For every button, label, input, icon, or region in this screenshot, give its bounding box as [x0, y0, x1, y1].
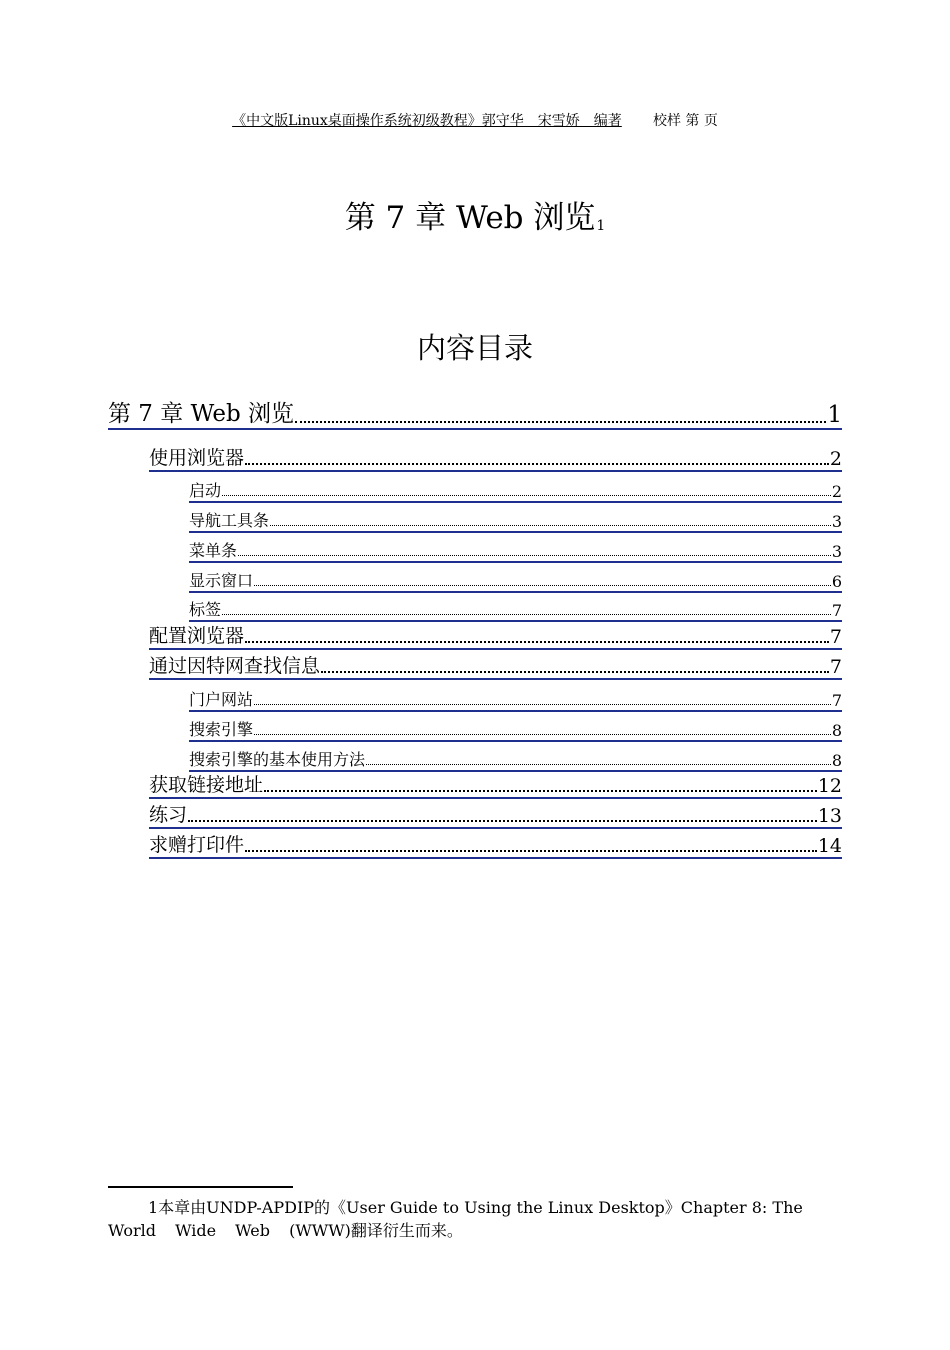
toc-entry-page: 7	[829, 656, 842, 678]
toc-entry-page: 8	[831, 751, 842, 770]
toc-entry-title: 搜索引擎的基本使用方法	[189, 750, 366, 769]
header-page-label: 页	[703, 113, 718, 129]
toc-entry-page: 8	[831, 721, 842, 740]
toc-entry-title: 标签	[189, 600, 222, 619]
toc-leader	[264, 790, 817, 792]
toc-leader	[270, 525, 831, 526]
toc-entry-page: 2	[831, 482, 842, 501]
toc-entry-page: 3	[831, 542, 842, 561]
chapter-title	[0, 192, 950, 237]
toc-entry-request-print[interactable]	[149, 831, 842, 859]
toc-entry-page: 1	[827, 402, 842, 428]
footnote	[108, 1196, 950, 1242]
toc-entry-find-info[interactable]	[149, 652, 842, 680]
toc-leader	[295, 421, 826, 423]
toc-entry-using-browser[interactable]	[149, 444, 842, 472]
toc-entry-tabs[interactable]	[189, 598, 842, 622]
toc-entry-title: 配置浏览器	[149, 625, 245, 647]
toc-entry-title: 获取链接地址	[149, 774, 264, 796]
toc-entry-title: 搜索引擎	[189, 720, 254, 739]
toc-entry-page: 7	[831, 691, 842, 710]
toc-entry-exercises[interactable]	[149, 801, 842, 829]
toc-leader	[188, 820, 817, 822]
toc-entry-page: 7	[829, 626, 842, 648]
toc-entry-menubar[interactable]	[189, 539, 842, 563]
toc-entry-chapter-7[interactable]	[108, 396, 842, 430]
toc-entry-title: 导航工具条	[189, 511, 270, 530]
toc-leader	[222, 495, 831, 496]
toc-entry-start[interactable]	[189, 479, 842, 503]
toc-entry-page: 12	[817, 775, 842, 797]
footnote-reference[interactable]: 1	[596, 218, 606, 234]
toc-entry-page: 14	[817, 835, 842, 857]
toc-leader	[321, 671, 829, 673]
toc-leader	[245, 463, 829, 465]
toc-leader	[238, 555, 831, 556]
toc-leader	[245, 641, 829, 643]
toc-leader	[254, 704, 831, 705]
toc-entry-search-engines[interactable]	[189, 718, 842, 742]
header-proof-label: 校样 第	[652, 113, 700, 129]
footnote-line-1: 1本章由UNDP-APDIP的《User Guide to Using the Linux Desktop》Chapter 8: The	[148, 1198, 803, 1217]
toc-entry-page: 13	[817, 805, 842, 827]
chapter-title-text: 第 7 章 Web 浏览	[344, 200, 596, 236]
toc-entry-title: 显示窗口	[189, 571, 254, 590]
toc-entry-page: 6	[831, 572, 842, 591]
header-book-title: 《中文版Linux桌面操作系统初级教程》郭守华 宋雪娇 编著	[232, 113, 622, 129]
toc-entry-title: 通过因特网查找信息	[149, 655, 321, 677]
toc-entry-page: 3	[831, 512, 842, 531]
toc-entry-title: 求赠打印件	[149, 834, 245, 856]
toc-entry-search-basics[interactable]	[189, 748, 842, 772]
toc-entry-page: 2	[829, 448, 842, 470]
toc-entry-title: 第 7 章 Web 浏览	[108, 401, 294, 427]
toc-entry-title: 菜单条	[189, 541, 238, 560]
toc-entry-title: 启动	[189, 481, 222, 500]
toc-entry-display-window[interactable]	[189, 569, 842, 593]
footnote-line-2: World Wide Web (WWW)翻译衍生而来。	[108, 1221, 463, 1240]
page-header	[0, 110, 950, 130]
toc-entry-nav-toolbar[interactable]	[189, 509, 842, 533]
toc-leader	[254, 734, 831, 735]
toc-entry-configure-browser[interactable]	[149, 622, 842, 650]
toc-leader	[254, 585, 831, 586]
toc-heading: 内容目录	[416, 331, 533, 365]
footnote-divider	[108, 1186, 293, 1188]
toc-leader	[222, 614, 831, 615]
toc-entry-portals[interactable]	[189, 688, 842, 712]
header-spacer	[626, 113, 648, 129]
toc-leader	[366, 764, 831, 765]
toc-entry-get-link[interactable]	[149, 771, 842, 799]
toc-entry-title: 练习	[149, 804, 188, 826]
toc-entry-title: 门户网站	[189, 690, 254, 709]
toc-entry-page: 7	[831, 601, 842, 620]
toc-entry-title: 使用浏览器	[149, 447, 245, 469]
toc-leader	[245, 850, 817, 852]
